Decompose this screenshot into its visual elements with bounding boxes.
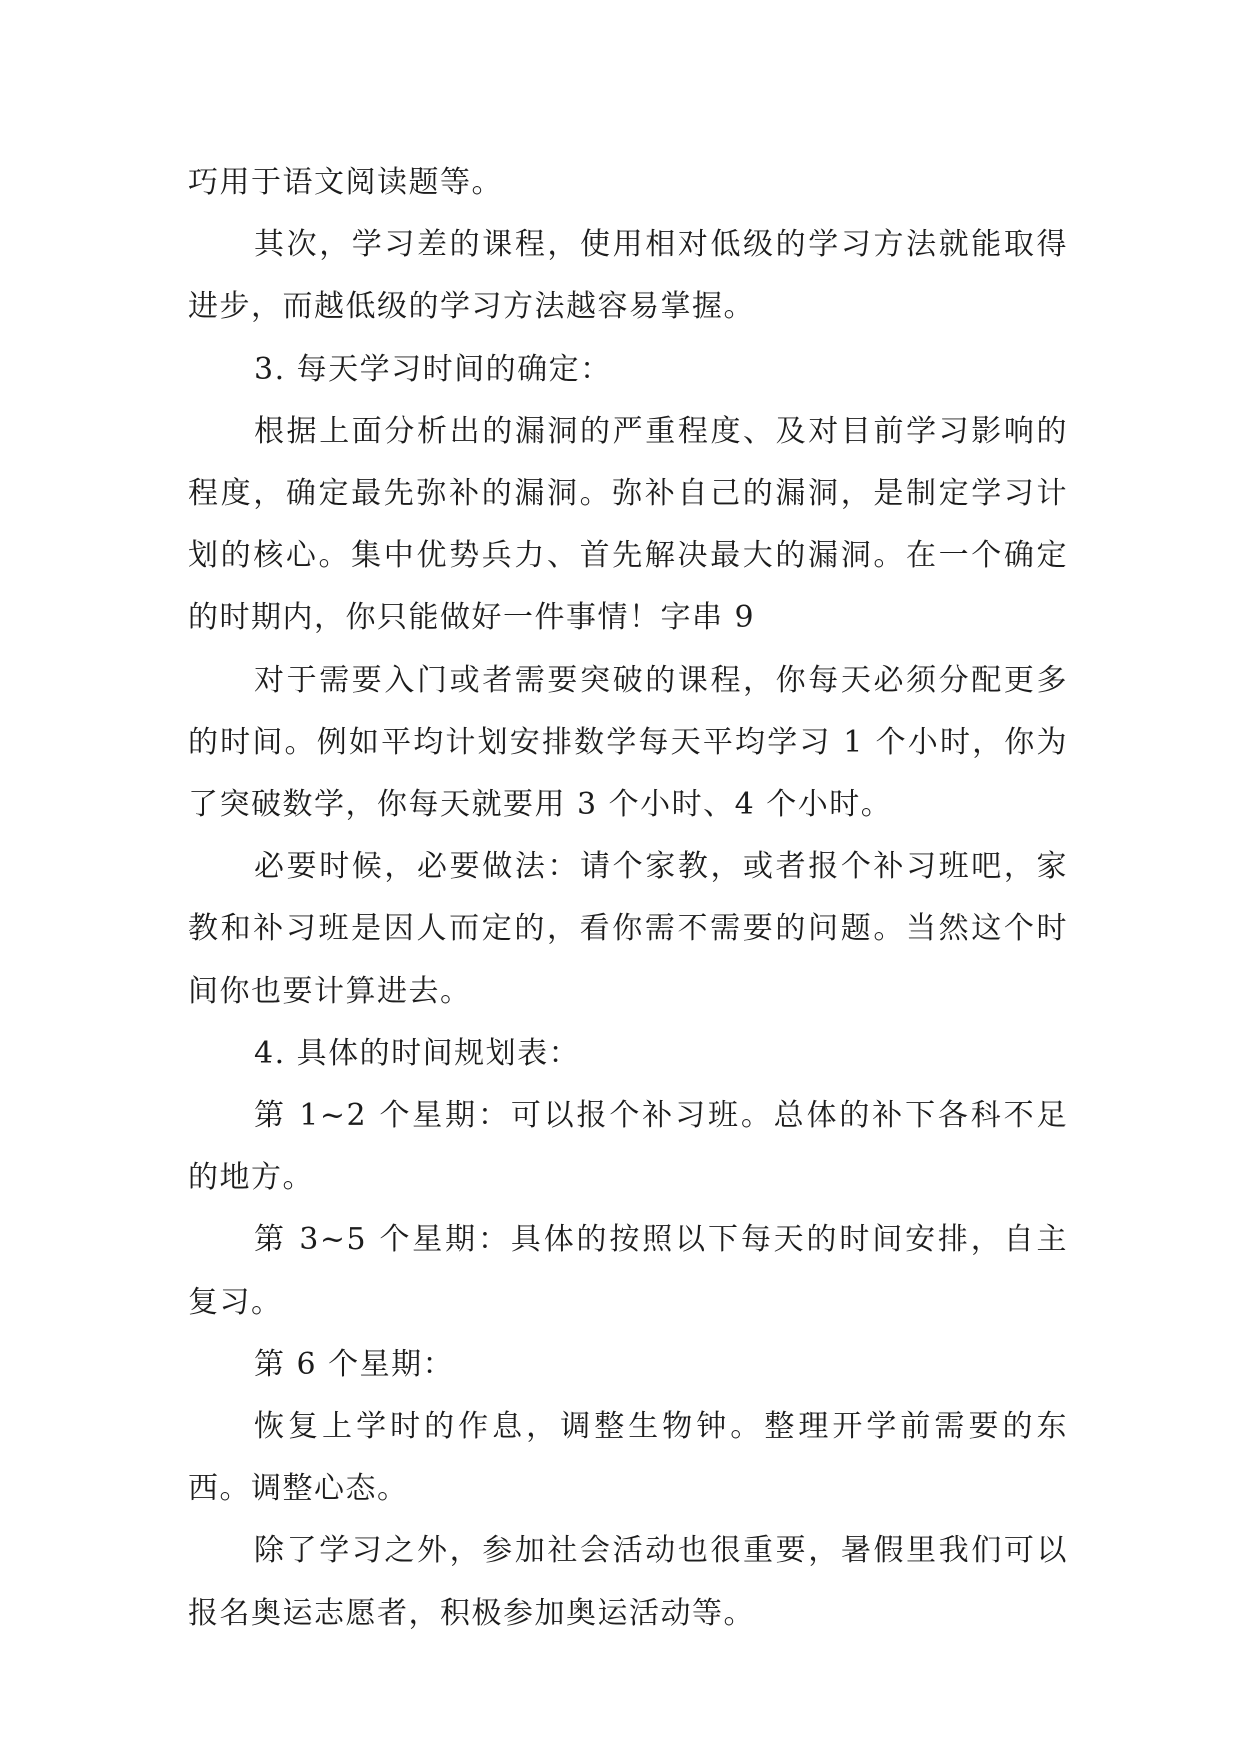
paragraph-6: 必要时候，必要做法：请个家教，或者报个补习班吧，家教和补习班是因人而定的，看你需不需要的问题。当然这个时间你也要计算进去。: [188, 849, 1068, 1009]
paragraph-12: 除了学习之外，参加社会活动也很重要，暑假里我们可以报名奥运志愿者，积极参加奥运活动等。: [188, 1533, 1068, 1631]
paragraph-1: 巧用于语文阅读题等。: [188, 165, 503, 200]
paragraph-11: 恢复上学时的作息，调整生物钟。整理开学前需要的东西。调整心态。: [188, 1409, 1068, 1507]
paragraph-5: 对于需要入门或者需要突破的课程，你每天必须分配更多的时间。例如平均计划安排数学每天平均学习 1 个小时，你为了突破数学，你每天就要用 3 个小时、4 个小时。: [188, 662, 1068, 823]
document-body: [188, 152, 1068, 1645]
paragraph-week-3-5: 第 3~5 个星期：具体的按照以下每天的时间安排，自主复习。: [188, 1222, 1068, 1320]
section-heading-3: 3. 每天学习时间的确定：: [254, 351, 612, 387]
paragraph-week-6: 第 6 个星期：: [254, 1346, 455, 1382]
paragraph-week-1-2: 第 1~2 个星期：可以报个补习班。总体的补下各科不足的地方。: [188, 1098, 1068, 1196]
paragraph-4: 根据上面分析出的漏洞的严重程度、及对目前学习影响的程度，确定最先弥补的漏洞。弥补自己的漏洞，是制定学习计划的核心。集中优势兵力、首先解决最大的漏洞。在一个确定的时期内，你只能做好一件事情！字串 9: [188, 413, 1068, 636]
section-heading-4: 4. 具体的时间规划表：: [254, 1035, 581, 1071]
paragraph-2: 其次，学习差的课程，使用相对低级的学习方法就能取得进步，而越低级的学习方法越容易掌握。: [188, 227, 1068, 325]
